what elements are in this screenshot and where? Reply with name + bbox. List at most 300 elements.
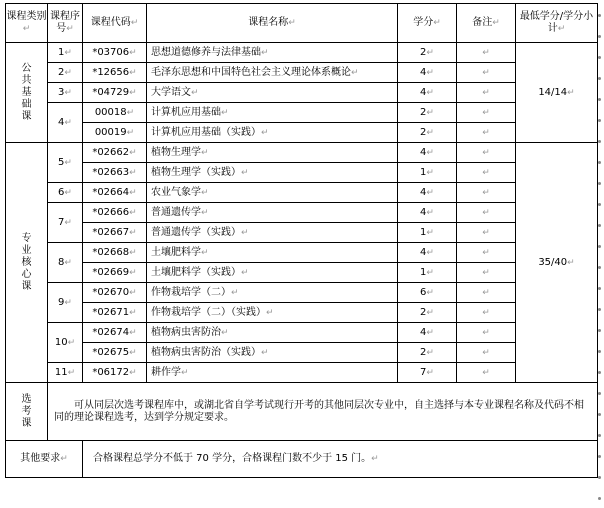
name-cell-text: 作物栽培学（二） bbox=[151, 286, 231, 298]
paragraph-mark: ↵ bbox=[129, 167, 137, 178]
name-cell-text: 耕作学 bbox=[151, 366, 181, 378]
paragraph-mark: ↵ bbox=[426, 207, 434, 218]
category-public-text: 公 共 基 础 课 bbox=[21, 62, 32, 122]
paragraph-mark: ↵ bbox=[221, 107, 229, 118]
code-cell-text: *02668 bbox=[92, 246, 130, 258]
credit-cell bbox=[398, 43, 457, 63]
core-subtotal-text: 35/40 bbox=[538, 256, 568, 268]
table-row bbox=[6, 363, 598, 383]
margin-mark bbox=[598, 56, 601, 59]
core-subtotal bbox=[516, 143, 598, 383]
paragraph-mark: ↵ bbox=[64, 187, 72, 198]
margin-mark bbox=[598, 182, 601, 185]
paragraph-mark: ↵ bbox=[433, 18, 441, 28]
remark-cell bbox=[457, 63, 516, 83]
paragraph-mark: ↵ bbox=[426, 67, 434, 78]
margin-mark bbox=[598, 350, 601, 353]
margin-mark bbox=[598, 392, 601, 395]
header-seq bbox=[48, 4, 83, 43]
code-cell-text: 00019 bbox=[94, 126, 127, 138]
name-cell bbox=[147, 163, 398, 183]
paragraph-mark: ↵ bbox=[266, 307, 274, 318]
code-cell bbox=[83, 183, 147, 203]
code-cell bbox=[83, 323, 147, 343]
paragraph-mark: ↵ bbox=[426, 127, 434, 138]
name-cell-text: 计算机应用基础 bbox=[151, 106, 221, 118]
paragraph-mark: ↵ bbox=[129, 147, 137, 158]
paragraph-mark: ↵ bbox=[129, 47, 137, 58]
paragraph-mark: ↵ bbox=[64, 157, 72, 168]
name-cell bbox=[147, 343, 398, 363]
category-elective bbox=[6, 383, 48, 441]
paragraph-mark: ↵ bbox=[426, 307, 434, 318]
name-cell-text: 土壤肥料学 bbox=[151, 246, 201, 258]
seq-cell bbox=[48, 83, 83, 103]
header-category bbox=[6, 4, 48, 43]
paragraph-mark: ↵ bbox=[371, 454, 379, 464]
credit-cell-text: 1 bbox=[420, 166, 427, 178]
credit-cell-text: 2 bbox=[420, 46, 427, 58]
paragraph-mark: ↵ bbox=[482, 47, 490, 58]
header-remark bbox=[457, 4, 516, 43]
code-cell bbox=[83, 243, 147, 263]
code-cell-text: *04729 bbox=[92, 86, 130, 98]
elective-note-text: 可从同层次选考课程库中，或湖北省自学考试现行开考的其他同层次专业中，自主选择与本专业课程名称及代码不相同的理论课程选考，达到学分规定要求。 bbox=[54, 399, 584, 423]
paragraph-mark: ↵ bbox=[201, 247, 209, 258]
table-row bbox=[6, 243, 598, 263]
paragraph-mark: ↵ bbox=[426, 367, 434, 378]
paragraph-mark: ↵ bbox=[129, 87, 137, 98]
margin-mark bbox=[598, 35, 601, 38]
credit-cell-text: 2 bbox=[420, 106, 427, 118]
paragraph-mark: ↵ bbox=[351, 67, 359, 78]
remark-cell bbox=[457, 123, 516, 143]
table-row bbox=[6, 103, 598, 123]
paragraph-mark: ↵ bbox=[64, 297, 72, 308]
remark-cell bbox=[457, 363, 516, 383]
credit-cell bbox=[398, 103, 457, 123]
name-cell-text: 作物栽培学（二）（实践） bbox=[151, 306, 266, 318]
header-credit bbox=[398, 4, 457, 43]
code-cell bbox=[83, 343, 147, 363]
paragraph-mark: ↵ bbox=[482, 267, 490, 278]
paragraph-mark: ↵ bbox=[130, 18, 139, 28]
seq-cell-text: 1 bbox=[58, 46, 65, 58]
table-row bbox=[6, 43, 598, 63]
paragraph-mark: ↵ bbox=[261, 47, 269, 58]
code-cell-text: *02671 bbox=[92, 306, 130, 318]
course-plan-page bbox=[5, 3, 597, 478]
remark-cell bbox=[457, 283, 516, 303]
credit-cell bbox=[398, 363, 457, 383]
paragraph-mark: ↵ bbox=[482, 67, 490, 78]
credit-cell bbox=[398, 63, 457, 83]
remark-cell bbox=[457, 223, 516, 243]
paragraph-mark: ↵ bbox=[482, 367, 490, 378]
paragraph-mark: ↵ bbox=[426, 287, 434, 298]
header-min-credit-text: 最低学分/学分小计 bbox=[519, 11, 594, 34]
code-cell bbox=[83, 83, 147, 103]
credit-cell-text: 4 bbox=[420, 206, 427, 218]
category-public bbox=[6, 43, 48, 143]
code-cell bbox=[83, 163, 147, 183]
seq-cell-text: 5 bbox=[58, 156, 65, 168]
paragraph-mark: ↵ bbox=[126, 127, 135, 138]
name-cell-text: 计算机应用基础（实践） bbox=[151, 126, 261, 138]
seq-cell-text: 2 bbox=[58, 66, 65, 78]
margin-mark bbox=[598, 308, 601, 311]
margin-mark bbox=[598, 98, 601, 101]
code-cell-text: *03706 bbox=[92, 46, 130, 58]
paragraph-mark: ↵ bbox=[201, 147, 209, 158]
paragraph-mark: ↵ bbox=[64, 47, 72, 58]
code-cell-text: *02666 bbox=[92, 206, 130, 218]
table-row bbox=[6, 343, 598, 363]
credit-cell-text: 7 bbox=[420, 366, 427, 378]
paragraph-mark: ↵ bbox=[64, 67, 72, 78]
credit-cell-text: 2 bbox=[420, 346, 427, 358]
header-remark-text: 备注 bbox=[472, 17, 493, 28]
code-cell bbox=[83, 263, 147, 283]
table-row bbox=[6, 163, 598, 183]
paragraph-mark: ↵ bbox=[67, 337, 76, 348]
table-row bbox=[6, 303, 598, 323]
header-name-text: 课程名称 bbox=[248, 17, 289, 28]
name-cell-text: 土壤肥料学（实践） bbox=[151, 266, 241, 278]
other-label-text: 其他要求 bbox=[20, 453, 61, 464]
code-cell bbox=[83, 43, 147, 63]
paragraph-mark: ↵ bbox=[482, 127, 490, 138]
paragraph-mark: ↵ bbox=[426, 107, 434, 118]
paragraph-mark: ↵ bbox=[181, 367, 189, 378]
paragraph-mark: ↵ bbox=[426, 267, 434, 278]
code-cell bbox=[83, 363, 147, 383]
credit-cell bbox=[398, 343, 457, 363]
table-row bbox=[6, 123, 598, 143]
credit-cell bbox=[398, 163, 457, 183]
seq-cell-text: 7 bbox=[58, 216, 65, 228]
code-cell bbox=[83, 103, 147, 123]
paragraph-mark: ↵ bbox=[567, 257, 575, 268]
name-cell bbox=[147, 203, 398, 223]
margin-mark bbox=[598, 413, 601, 416]
name-cell bbox=[147, 43, 398, 63]
credit-cell bbox=[398, 123, 457, 143]
name-cell bbox=[147, 263, 398, 283]
category-core-text: 专 业 核 心 课 bbox=[21, 232, 32, 292]
credit-cell-text: 2 bbox=[420, 126, 427, 138]
other-requirements-row bbox=[6, 441, 598, 478]
paragraph-mark: ↵ bbox=[482, 347, 490, 358]
paragraph-mark: ↵ bbox=[126, 107, 135, 118]
name-cell bbox=[147, 83, 398, 103]
code-cell-text: *02675 bbox=[92, 346, 130, 358]
paragraph-mark: ↵ bbox=[129, 327, 137, 338]
paragraph-mark: ↵ bbox=[129, 367, 137, 378]
paragraph-mark: ↵ bbox=[201, 187, 209, 198]
remark-cell bbox=[457, 163, 516, 183]
paragraph-mark: ↵ bbox=[482, 147, 490, 158]
paragraph-mark: ↵ bbox=[201, 207, 209, 218]
code-cell bbox=[83, 143, 147, 163]
seq-cell bbox=[48, 183, 83, 203]
code-cell-text: *02670 bbox=[92, 286, 130, 298]
paragraph-mark: ↵ bbox=[129, 207, 137, 218]
table-row bbox=[6, 323, 598, 343]
seq-cell bbox=[48, 363, 83, 383]
credit-cell-text: 4 bbox=[420, 246, 427, 258]
header-code bbox=[83, 4, 147, 43]
name-cell bbox=[147, 223, 398, 243]
elective-row bbox=[6, 383, 598, 441]
name-cell bbox=[147, 303, 398, 323]
seq-cell-text: 4 bbox=[58, 116, 65, 128]
name-cell bbox=[147, 63, 398, 83]
remark-cell bbox=[457, 343, 516, 363]
credit-cell-text: 4 bbox=[420, 66, 427, 78]
margin-mark bbox=[598, 287, 601, 290]
remark-cell bbox=[457, 103, 516, 123]
table-row bbox=[6, 223, 598, 243]
paragraph-mark: ↵ bbox=[492, 18, 500, 28]
code-cell bbox=[83, 63, 147, 83]
seq-cell bbox=[48, 323, 83, 363]
seq-cell bbox=[48, 143, 83, 183]
paragraph-mark: ↵ bbox=[482, 207, 490, 218]
credit-cell bbox=[398, 263, 457, 283]
credit-cell bbox=[398, 83, 457, 103]
header-row bbox=[6, 4, 598, 43]
credit-cell bbox=[398, 243, 457, 263]
course-plan-table bbox=[5, 3, 598, 478]
code-cell bbox=[83, 123, 147, 143]
public-subtotal-text: 14/14 bbox=[538, 86, 568, 98]
margin-mark bbox=[598, 224, 601, 227]
paragraph-mark: ↵ bbox=[231, 287, 239, 298]
credit-cell-text: 2 bbox=[420, 306, 427, 318]
remark-cell bbox=[457, 83, 516, 103]
paragraph-mark: ↵ bbox=[64, 217, 72, 228]
table-row bbox=[6, 283, 598, 303]
remark-cell bbox=[457, 183, 516, 203]
margin-mark bbox=[598, 77, 601, 80]
remark-cell bbox=[457, 243, 516, 263]
paragraph-mark: ↵ bbox=[426, 87, 434, 98]
credit-cell-text: 4 bbox=[420, 146, 427, 158]
paragraph-mark: ↵ bbox=[426, 227, 434, 238]
paragraph-mark: ↵ bbox=[67, 367, 76, 378]
code-cell-text: *02663 bbox=[92, 166, 130, 178]
credit-cell bbox=[398, 203, 457, 223]
remark-cell bbox=[457, 143, 516, 163]
credit-cell bbox=[398, 183, 457, 203]
credit-cell bbox=[398, 283, 457, 303]
credit-cell bbox=[398, 143, 457, 163]
seq-cell-text: 6 bbox=[58, 186, 65, 198]
paragraph-mark: ↵ bbox=[261, 347, 269, 358]
name-cell-text: 普通遗传学 bbox=[151, 206, 201, 218]
paragraph-mark: ↵ bbox=[66, 24, 74, 34]
category-elective-text: 选 考 课 bbox=[21, 393, 32, 429]
paragraph-mark: ↵ bbox=[129, 187, 137, 198]
category-core bbox=[6, 143, 48, 383]
paragraph-mark: ↵ bbox=[261, 127, 269, 138]
name-cell-text: 植物病虫害防治 bbox=[151, 326, 221, 338]
paragraph-mark: ↵ bbox=[482, 247, 490, 258]
code-cell bbox=[83, 203, 147, 223]
paragraph-mark: ↵ bbox=[482, 287, 490, 298]
name-cell-text: 毛泽东思想和中国特色社会主义理论体系概论 bbox=[151, 66, 351, 78]
name-cell bbox=[147, 243, 398, 263]
paragraph-mark: ↵ bbox=[482, 227, 490, 238]
paragraph-mark: ↵ bbox=[241, 167, 249, 178]
header-name bbox=[147, 4, 398, 43]
paragraph-mark: ↵ bbox=[64, 87, 72, 98]
credit-cell-text: 4 bbox=[420, 186, 427, 198]
paragraph-mark: ↵ bbox=[482, 87, 490, 98]
paragraph-mark: ↵ bbox=[426, 167, 434, 178]
paragraph-mark: ↵ bbox=[129, 307, 137, 318]
remark-cell bbox=[457, 323, 516, 343]
header-code-text: 课程代码 bbox=[90, 17, 131, 28]
code-cell-text: *12656 bbox=[92, 66, 130, 78]
code-cell-text: *02664 bbox=[92, 186, 130, 198]
margin-mark bbox=[598, 140, 601, 143]
paragraph-mark: ↵ bbox=[482, 107, 490, 118]
seq-cell bbox=[48, 103, 83, 143]
code-cell-text: *02674 bbox=[92, 326, 130, 338]
paragraph-mark: ↵ bbox=[567, 87, 575, 98]
seq-cell-text: 11 bbox=[54, 366, 68, 378]
margin-mark bbox=[598, 161, 601, 164]
margin-mark bbox=[598, 266, 601, 269]
remark-cell bbox=[457, 43, 516, 63]
credit-cell-text: 1 bbox=[420, 226, 427, 238]
remark-cell bbox=[457, 263, 516, 283]
margin-mark bbox=[598, 476, 601, 479]
paragraph-mark: ↵ bbox=[129, 347, 137, 358]
paragraph-mark: ↵ bbox=[221, 327, 229, 338]
paragraph-mark: ↵ bbox=[426, 47, 434, 58]
margin-mark bbox=[598, 371, 601, 374]
margin-mark bbox=[598, 245, 601, 248]
header-min-credit bbox=[516, 4, 598, 43]
paragraph-mark: ↵ bbox=[64, 117, 72, 128]
seq-cell bbox=[48, 63, 83, 83]
header-category-text: 课程类别 bbox=[6, 11, 47, 22]
paragraph-mark: ↵ bbox=[426, 247, 434, 258]
paragraph-mark: ↵ bbox=[191, 87, 199, 98]
elective-note bbox=[48, 383, 598, 441]
seq-cell-text: 3 bbox=[58, 86, 65, 98]
margin-mark bbox=[598, 497, 601, 500]
remark-cell bbox=[457, 303, 516, 323]
paragraph-mark: ↵ bbox=[288, 18, 296, 28]
code-cell bbox=[83, 223, 147, 243]
paragraph-mark: ↵ bbox=[482, 327, 490, 338]
other-text-text: 合格课程总学分不低于 70 学分，合格课程门数不少于 15 门。 bbox=[93, 453, 372, 464]
table-row bbox=[6, 203, 598, 223]
public-subtotal bbox=[516, 43, 598, 143]
paragraph-mark: ↵ bbox=[482, 187, 490, 198]
margin-mark bbox=[598, 203, 601, 206]
credit-cell-text: 6 bbox=[420, 286, 427, 298]
paragraph-mark: ↵ bbox=[482, 167, 490, 178]
code-cell bbox=[83, 283, 147, 303]
name-cell bbox=[147, 103, 398, 123]
paragraph-mark: ↵ bbox=[129, 247, 137, 258]
name-cell bbox=[147, 123, 398, 143]
remark-cell bbox=[457, 203, 516, 223]
seq-cell-text: 8 bbox=[58, 256, 65, 268]
seq-cell-text: 9 bbox=[58, 296, 65, 308]
credit-cell bbox=[398, 223, 457, 243]
seq-cell-text: 10 bbox=[54, 336, 68, 348]
margin-mark bbox=[598, 119, 601, 122]
paragraph-mark: ↵ bbox=[129, 67, 137, 78]
name-cell bbox=[147, 323, 398, 343]
credit-cell bbox=[398, 323, 457, 343]
name-cell bbox=[147, 143, 398, 163]
table-row bbox=[6, 183, 598, 203]
code-cell bbox=[83, 303, 147, 323]
name-cell-text: 大学语文 bbox=[151, 86, 191, 98]
name-cell-text: 普通遗传学（实践） bbox=[151, 226, 241, 238]
name-cell-text: 思想道德修养与法律基础 bbox=[151, 46, 261, 58]
seq-cell bbox=[48, 283, 83, 323]
code-cell-text: *02662 bbox=[92, 146, 130, 158]
name-cell-text: 农业气象学 bbox=[151, 186, 201, 198]
code-cell-text: 00018 bbox=[94, 106, 127, 118]
name-cell-text: 植物生理学（实践） bbox=[151, 166, 241, 178]
code-cell-text: *02667 bbox=[92, 226, 130, 238]
credit-cell-text: 4 bbox=[420, 326, 427, 338]
code-cell-text: *02669 bbox=[92, 266, 130, 278]
name-cell bbox=[147, 183, 398, 203]
margin-mark bbox=[598, 434, 601, 437]
header-credit-text: 学分 bbox=[413, 17, 434, 28]
table-row bbox=[6, 63, 598, 83]
paragraph-mark: ↵ bbox=[426, 327, 434, 338]
paragraph-mark: ↵ bbox=[557, 24, 566, 34]
margin-mark bbox=[598, 329, 601, 332]
paragraph-mark: ↵ bbox=[426, 147, 434, 158]
seq-cell bbox=[48, 203, 83, 243]
credit-cell-text: 1 bbox=[420, 266, 427, 278]
table-row bbox=[6, 83, 598, 103]
seq-cell bbox=[48, 43, 83, 63]
seq-cell bbox=[48, 243, 83, 283]
table-row bbox=[6, 143, 598, 163]
credit-cell-text: 4 bbox=[420, 86, 427, 98]
table-row bbox=[6, 263, 598, 283]
other-text bbox=[83, 441, 598, 478]
paragraph-mark: ↵ bbox=[22, 24, 31, 34]
paragraph-mark: ↵ bbox=[60, 454, 68, 464]
name-cell bbox=[147, 363, 398, 383]
paragraph-mark: ↵ bbox=[129, 227, 137, 238]
paragraph-mark: ↵ bbox=[241, 227, 249, 238]
paragraph-mark: ↵ bbox=[426, 187, 434, 198]
margin-mark bbox=[598, 14, 601, 17]
code-cell-text: *06172 bbox=[92, 366, 130, 378]
name-cell bbox=[147, 283, 398, 303]
name-cell-text: 植物生理学 bbox=[151, 146, 201, 158]
header-seq-text: 课程序号 bbox=[50, 11, 80, 34]
paragraph-mark: ↵ bbox=[64, 257, 72, 268]
paragraph-mark: ↵ bbox=[129, 267, 137, 278]
other-label bbox=[6, 441, 83, 478]
